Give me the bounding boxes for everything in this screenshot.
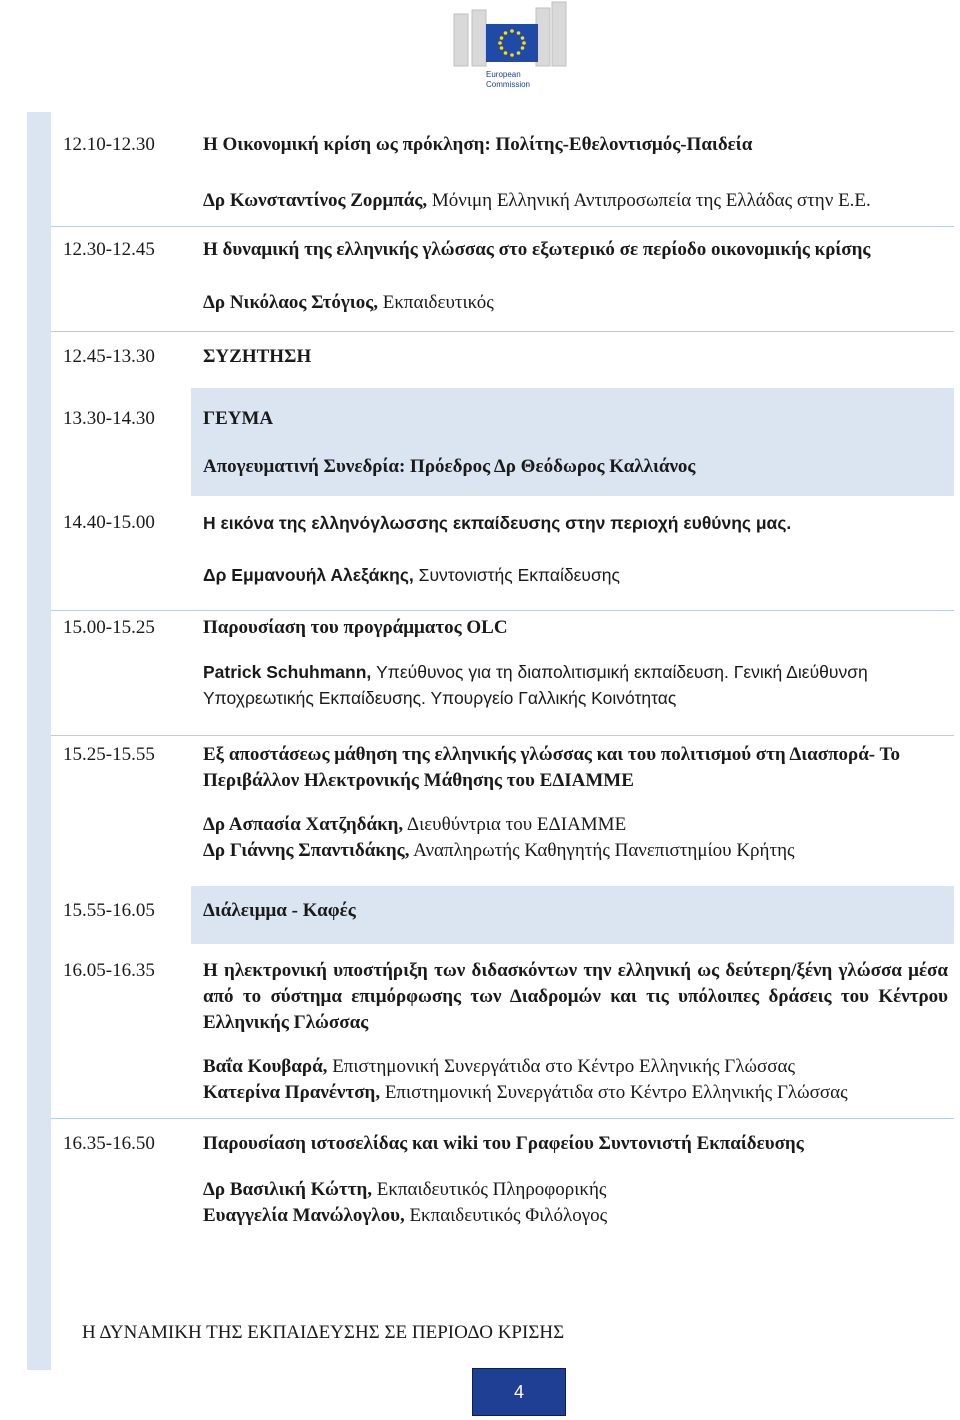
session-title: Η ηλεκτρονική υποστήριξη των διδασκόντων την ελληνική ως δεύτερη/ξένη γλώσσα μέσα από το σύστημα επιμόρφωσης των Διαδρομών και τις υπόλοιπες δράσεις του Κέντρου Ελληνικής Γλώσσας [203, 960, 948, 1033]
schedule-row [51, 944, 954, 1119]
speaker [203, 1080, 948, 1106]
schedule-description [191, 944, 954, 1118]
speaker-name: Δρ Νικόλαος Στόγιος, [203, 292, 378, 313]
speaker [203, 188, 948, 214]
schedule-time: 14.40-15.00 [63, 512, 155, 533]
schedule-row [51, 332, 954, 388]
session-title: ΣΥΖΗΤΗΣΗ [203, 346, 312, 367]
schedule-time: 15.00-15.25 [63, 617, 155, 638]
speaker-name: Δρ Βασιλική Κώττη, [203, 1179, 373, 1200]
speaker-name: Βαΐα Κουβαρά, [203, 1056, 328, 1077]
schedule-time: 16.05-16.35 [63, 960, 155, 981]
schedule-time: 12.10-12.30 [63, 134, 155, 155]
session-title: Η εικόνα της ελληνόγλωσσης εκπαίδευσης στην περιοχή ευθύνης μας. [203, 513, 792, 533]
speaker-name: Δρ Ασπασία Χατζηδάκη, [203, 814, 404, 835]
schedule-description [191, 496, 954, 610]
speaker [203, 290, 948, 316]
session-title: Διάλειμμα - Καφές [203, 900, 356, 921]
schedule-description [191, 886, 954, 944]
speaker-role: Μόνιμη Ελληνική Αντιπροσωπεία της Ελλάδας στην Ε.Ε. [431, 190, 871, 211]
session-title: Παρουσίαση ιστοσελίδας και wiki του Γραφείου Συντονιστή Εκπαίδευσης [203, 1133, 804, 1154]
speaker-name: Δρ Γιάννης Σπαντιδάκης, [203, 840, 410, 861]
schedule-row [51, 388, 954, 496]
speaker [203, 1203, 948, 1229]
speaker [203, 1177, 948, 1203]
schedule-time: 16.35-16.50 [63, 1133, 155, 1154]
speaker-name: Patrick Schuhmann, [203, 662, 372, 682]
schedule-row [51, 1119, 954, 1235]
speaker-role: Εκπαιδευτικός Πληροφορικής [376, 1179, 607, 1200]
page-number: 4 [472, 1368, 566, 1416]
session-subtitle: Απογευματινή Συνεδρία: Πρόεδρος Δρ Θεόδωρος Καλλιάνος [203, 456, 696, 477]
speaker-name: Δρ Κωνσταντίνος Ζορμπάς, [203, 190, 428, 211]
speaker-name: Ευαγγελία Μανώλογλου, [203, 1205, 405, 1226]
schedule-description [191, 112, 954, 226]
schedule-description [191, 227, 954, 331]
schedule-description [191, 332, 954, 388]
speaker-role: Εκπαιδευτικός Φιλόλογος [409, 1205, 608, 1226]
speaker-role: Επιστημονική Συνεργάτιδα στο Κέντρο Ελληνικής Γλώσσας [332, 1056, 795, 1077]
speaker-role: Αναπληρωτής Καθηγητής Πανεπιστημίου Κρήτης [413, 840, 795, 861]
schedule-description [191, 388, 954, 496]
schedule-row [51, 611, 954, 736]
speaker-role: Εκπαιδευτικός [382, 292, 494, 313]
schedule-table [51, 112, 954, 1235]
session-title: Εξ αποστάσεως μάθηση της ελληνικής γλώσσας και του πολιτισμού στη Διασπορά- Το Περιβάλλον Ηλεκτρονικής Μάθησης του ΕΔΙΑΜΜΕ [203, 744, 900, 791]
speaker-role: Υπεύθυνος για τη διαπολιτισμική εκπαίδευση. Γενική Διεύθυνση Υποχρεωτικής Εκπαίδευσης. Υπουργείο Γαλλικής Κοινότητας [203, 662, 868, 708]
speaker [203, 838, 948, 864]
schedule-time: 12.45-13.30 [63, 346, 155, 367]
session-title: Η δυναμική της ελληνικής γλώσσας στο εξωτερικό σε περίοδο οικονομικής κρίσης [203, 239, 871, 260]
schedule-time: 12.30-12.45 [63, 239, 155, 260]
schedule-time: 13.30-14.30 [63, 408, 155, 429]
footer-title: Η ΔΥΝΑΜΙΚΗ ΤΗΣ ΕΚΠΑΙΔΕΥΣΗΣ ΣΕ ΠΕΡΙΟΔΟ ΚΡΙΣΗΣ [82, 1322, 565, 1343]
speaker-role: Διευθύντρια του ΕΔΙΑΜΜΕ [406, 814, 627, 835]
logo-line2: Commission [486, 80, 531, 89]
session-title: Η Οικονομική κρίση ως πρόκληση: Πολίτης-Εθελοντισμός-Παιδεία [203, 134, 753, 155]
left-margin-bar [27, 112, 51, 1370]
schedule-time: 15.55-16.05 [63, 900, 155, 921]
session-title: Παρουσίαση του προγράμματος OLC [203, 617, 508, 638]
schedule-description [191, 736, 954, 886]
schedule-row [51, 496, 954, 611]
schedule-row [51, 736, 954, 886]
schedule-description [191, 611, 954, 735]
schedule-time: 15.25-15.55 [63, 744, 155, 765]
speaker-name: Κατερίνα Πρανέντση, [203, 1082, 381, 1103]
speaker-role: Συντονιστής Εκπαίδευσης [418, 565, 620, 585]
speaker [203, 1054, 948, 1080]
logo-line1: European [486, 70, 521, 79]
speaker [203, 659, 948, 711]
session-title: ΓΕΥΜΑ [203, 408, 274, 429]
speaker [203, 812, 948, 838]
schedule-row [51, 886, 954, 944]
schedule-description [191, 1119, 954, 1235]
european-commission-logo [452, 0, 570, 96]
speaker-name: Δρ Εμμανουήλ Αλεξάκης, [203, 565, 414, 585]
schedule-row [51, 227, 954, 332]
speaker [203, 562, 948, 588]
speaker-role: Επιστημονική Συνεργάτιδα στο Κέντρο Ελληνικής Γλώσσας [384, 1082, 848, 1103]
schedule-row [51, 112, 954, 227]
